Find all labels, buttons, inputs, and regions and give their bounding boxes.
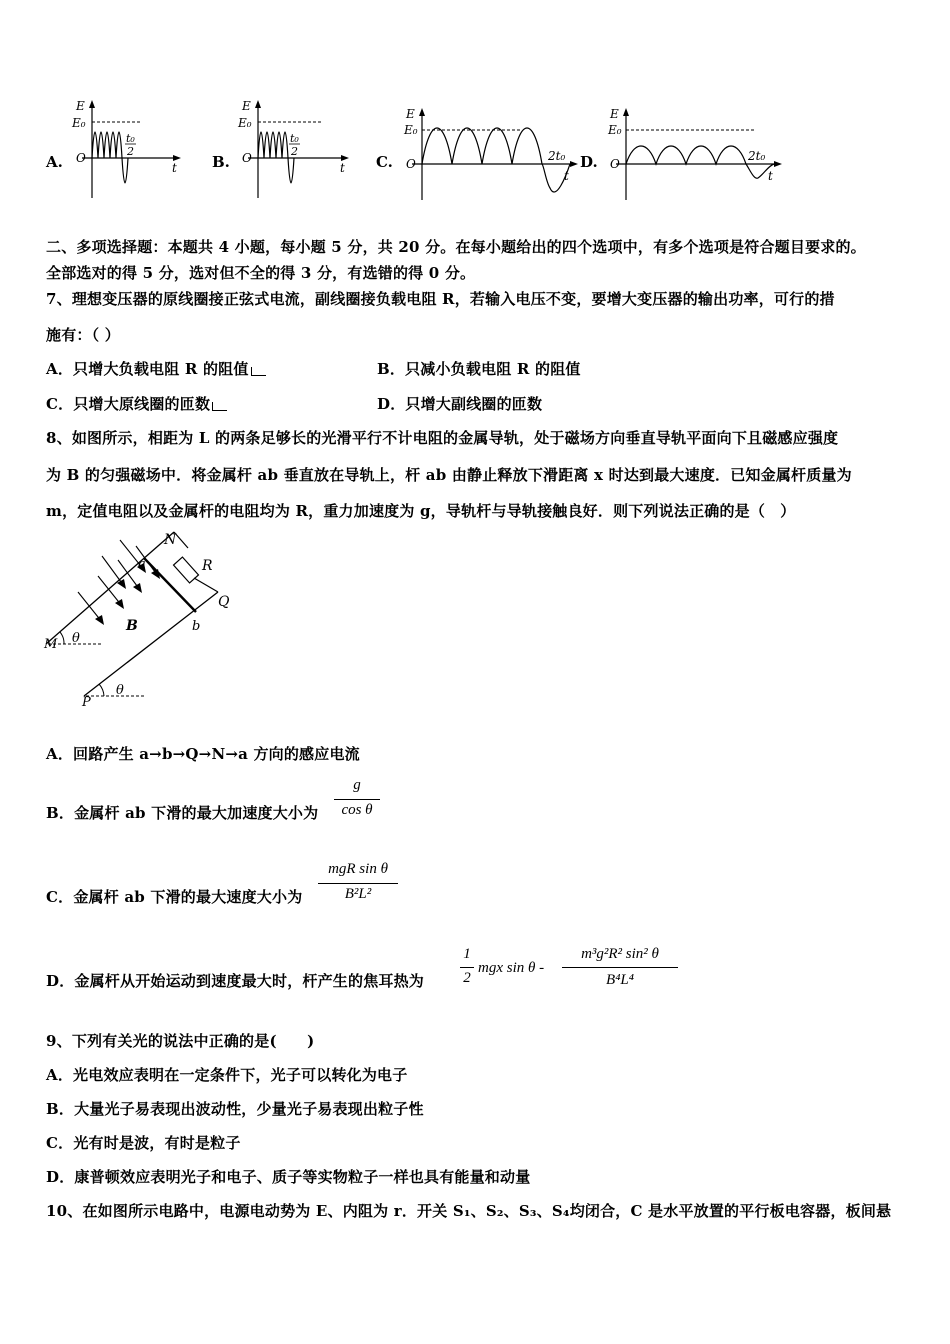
- q8-option-b-numerator: g: [353, 777, 361, 793]
- graph-c-e-label: E: [406, 107, 415, 121]
- q7-option-a-text: A．只增大负载电阻 R 的阻值: [46, 360, 249, 378]
- q8-option-d-term: mgx sin θ -: [478, 960, 545, 976]
- graph-b-e-label: E: [242, 99, 251, 113]
- fraction-bar: [318, 883, 398, 884]
- fraction-bar: [460, 967, 474, 968]
- q8-stem-line1: 8、如图所示，相距为 L 的两条足够长的光滑平行不计电阻的金属导轨，处于磁场方向垂直导轨平面向下且磁感应强度: [46, 429, 839, 447]
- label-b-field: B: [126, 618, 138, 634]
- label-p: P: [82, 695, 91, 710]
- fraction-bar: [334, 799, 380, 800]
- q9-option-b: B．大量光子易表现出波动性，少量光子易表现出粒子性: [46, 1100, 424, 1118]
- edit-mark-icon: [212, 402, 227, 411]
- graph-d: [598, 106, 784, 202]
- edit-mark-icon: [251, 367, 266, 376]
- q8-option-c-denominator: B²L²: [344, 886, 372, 902]
- q8-option-b-denominator: cos θ: [341, 802, 373, 818]
- label-n: N: [164, 532, 177, 548]
- graph-b: [228, 98, 352, 200]
- q10-stem: 10、在如图所示电路中，电源电动势为 E、内阻为 r．开关 S₁、S₂、S₃、S₄均闭合，C 是水平放置的平行板电容器，板间悬: [46, 1202, 892, 1220]
- label-theta-bottom: θ: [116, 683, 124, 698]
- graph-b-t-label: t: [340, 161, 345, 175]
- label-q: Q: [218, 594, 230, 610]
- graph-a-t0: t₀: [126, 132, 135, 145]
- fraction-bar: [562, 967, 678, 968]
- graph-a-two: 2: [127, 145, 134, 158]
- graph-d-e0-label: E₀: [608, 123, 622, 137]
- q8-option-d-numerator: m³g²R² sin² θ: [581, 946, 659, 962]
- graph-a-t-label: t: [172, 161, 177, 175]
- q8-option-d-denominator: B⁴L⁴: [606, 972, 634, 988]
- label-r: R: [202, 558, 213, 574]
- q9-option-a: A．光电效应表明在一定条件下，光子可以转化为电子: [46, 1066, 408, 1084]
- q7-option-c-text: C．只增大原线圈的匝数: [46, 395, 211, 413]
- graph-option-a-label: A.: [46, 153, 63, 171]
- q8-option-b-text: B．金属杆 ab 下滑的最大加速度大小为: [46, 804, 319, 822]
- q7-option-a: [46, 358, 266, 379]
- q8-option-d-half-numerator: 1: [463, 946, 471, 962]
- q9-option-d: D．康普顿效应表明光子和电子、质子等实物粒子一样也具有能量和动量: [46, 1168, 531, 1186]
- graph-d-origin: O: [610, 157, 620, 171]
- graph-option-b-label: B.: [212, 153, 230, 171]
- label-a: a: [138, 557, 146, 572]
- graph-c-e0-label: E₀: [404, 123, 418, 137]
- q8-option-c-text: C．金属杆 ab 下滑的最大速度大小为: [46, 888, 303, 906]
- graph-option-c-label: C.: [376, 153, 393, 171]
- q7-option-d: D．只增大副线圈的匝数: [377, 395, 543, 413]
- q7-stem-line1: 7、理想变压器的原线圈接正弦式电流，副线圈接负载电阻 R，若输入电压不变，要增大变压器的输出功率，可行的措: [46, 290, 835, 308]
- graph-a-e0-label: E₀: [72, 116, 86, 130]
- q8-stem-line2: 为 B 的匀强磁场中．将金属杆 ab 垂直放在导轨上，杆 ab 由静止释放下滑距离 x 时达到最大速度．已知金属杆质量为: [46, 466, 852, 484]
- graph-a-origin: O: [76, 151, 86, 165]
- graph-c: [394, 106, 580, 202]
- graph-c-2t0: 2t₀: [548, 149, 566, 163]
- graph-b-two: 2: [291, 145, 298, 158]
- graph-d-t-label: t: [768, 169, 773, 183]
- section2-instructions-line1: 二、多项选择题：本题共 4 小题，每小题 5 分，共 20 分。在每小题给出的四个选项中，有多个选项是符合题目要求的。: [46, 238, 866, 256]
- graph-b-origin: O: [242, 151, 252, 165]
- q7-option-c: [46, 393, 227, 414]
- graph-d-2t0: 2t₀: [748, 149, 766, 163]
- label-m: M: [44, 637, 58, 652]
- graph-b-e0-label: E₀: [238, 116, 252, 130]
- q8-option-c-numerator: mgR sin θ: [328, 861, 388, 877]
- label-b-rod: b: [192, 619, 201, 634]
- graph-a-e-label: E: [76, 99, 85, 113]
- q7-stem-line2: 施有：（ ）: [46, 326, 120, 344]
- q8-option-d-half-denominator: 2: [463, 970, 471, 986]
- q9-option-c: C．光有时是波，有时是粒子: [46, 1134, 241, 1152]
- graph-a: [62, 98, 182, 200]
- q8-stem-line3: m，定值电阻以及金属杆的电阻均为 R，重力加速度为 g，导轨杆与导轨接触良好．则下列说法正确的是（ ）: [46, 502, 796, 520]
- q7-option-b: B．只减小负载电阻 R 的阻值: [377, 360, 581, 378]
- graph-option-d-label: D.: [580, 153, 598, 171]
- label-theta-top: θ: [72, 631, 80, 646]
- q9-stem: 9、下列有关光的说法中正确的是( ): [46, 1032, 315, 1050]
- q8-rail-diagram: [40, 526, 260, 712]
- section2-instructions-line2: 全部选对的得 5 分，选对但不全的得 3 分，有选错的得 0 分。: [46, 264, 476, 282]
- q8-option-a: A．回路产生 a→b→Q→N→a 方向的感应电流: [46, 745, 360, 763]
- graph-c-origin: O: [406, 157, 416, 171]
- graph-d-e-label: E: [610, 107, 619, 121]
- graph-b-t0: t₀: [290, 132, 299, 145]
- graph-c-t-label: t: [564, 169, 569, 183]
- q8-option-d-text: D．金属杆从开始运动到速度最大时，杆产生的焦耳热为: [46, 972, 425, 990]
